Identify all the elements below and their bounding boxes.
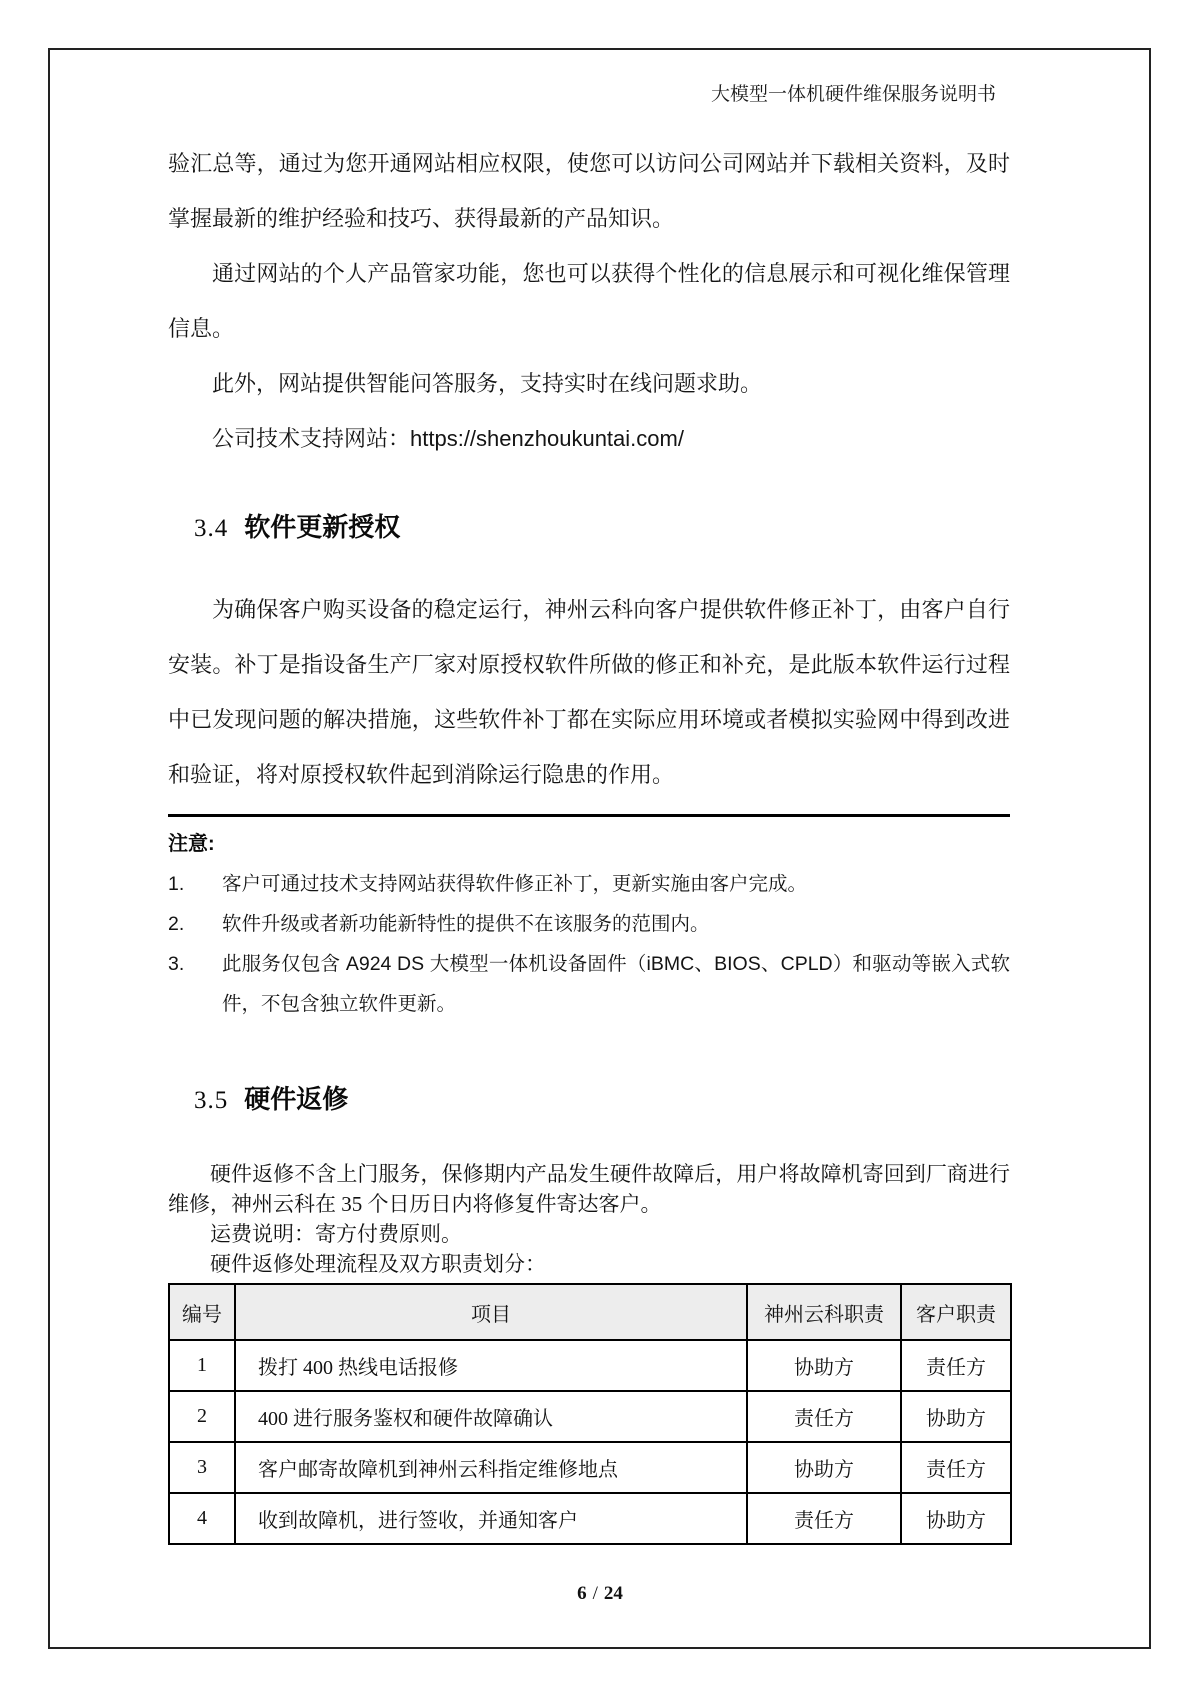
page-content xyxy=(168,0,1010,1545)
table-row xyxy=(169,1442,1011,1493)
table-cell-vendor-duty: 责任方 xyxy=(747,1493,901,1544)
table-cell-vendor-duty: 协助方 xyxy=(747,1442,901,1493)
support-site-label: 公司技术支持网站： xyxy=(212,426,411,451)
notice-item-text: 此服务仅包含 A924 DS 大模型一体机设备固件（iBMC、BIOS、CPLD）和驱动等嵌入式软件，不包含独立软件更新。 xyxy=(222,953,1010,1015)
notice-item xyxy=(168,944,1010,1024)
table-cell-customer-duty: 协助方 xyxy=(901,1493,1011,1544)
notice-item-number: 3. xyxy=(168,953,185,975)
section-3-4-number: 3.4 xyxy=(194,515,229,542)
support-site-url: https://shenzhoukuntai.com/ xyxy=(410,426,684,451)
document-header-title: 大模型一体机硬件维保服务说明书 xyxy=(710,84,996,105)
table-cell-item: 400 进行服务鉴权和硬件故障确认 xyxy=(235,1391,747,1442)
table-cell-id: 4 xyxy=(169,1493,235,1544)
page-number-total: 24 xyxy=(603,1583,623,1604)
table-row xyxy=(169,1493,1011,1544)
notice-item xyxy=(168,864,1010,904)
notice-item-number: 2. xyxy=(168,913,185,935)
table-cell-customer-duty: 协助方 xyxy=(901,1391,1011,1442)
table-cell-id: 3 xyxy=(169,1442,235,1493)
notice-label: 注意: xyxy=(168,833,215,855)
section-3-5-heading xyxy=(194,1077,1010,1123)
table-cell-id: 1 xyxy=(169,1340,235,1391)
section-3-5-paragraph-table-intro: 硬件返修处理流程及双方职责划分： xyxy=(210,1252,546,1276)
notice-item xyxy=(168,904,1010,944)
section-3-4-body: 为确保客户购买设备的稳定运行，神州云科向客户提供软件修正补丁，由客户自行安装。补丁是指设备生产厂家对原授权软件所做的修正和补充，是此版本软件运行过程中已发现问题的解决措施，这些软件补丁都在实际应用环境或者模拟实验网中得到改进和验证，将对原授权软件起到消除运行隐患的作用。 xyxy=(168,597,1010,787)
notice-divider-rule xyxy=(168,814,1010,817)
notice-item-number: 1. xyxy=(168,873,185,895)
responsibility-table xyxy=(168,1283,1012,1545)
section-3-5-number: 3.5 xyxy=(194,1087,229,1114)
table-cell-customer-duty: 责任方 xyxy=(901,1442,1011,1493)
intro-paragraph-support-site xyxy=(168,411,1010,466)
notice-item-text: 软件升级或者新功能新特性的提供不在该服务的范围内。 xyxy=(222,913,710,935)
notice-item-text: 客户可通过技术支持网站获得软件修正补丁，更新实施由客户完成。 xyxy=(222,873,808,895)
section-3-5-title: 硬件返修 xyxy=(244,1084,349,1114)
section-3-4-heading xyxy=(194,505,1010,551)
section-3-4-title: 软件更新授权 xyxy=(244,512,401,542)
table-cell-id: 2 xyxy=(169,1391,235,1442)
page-number-separator: / xyxy=(592,1583,598,1604)
notice-list xyxy=(168,864,1010,1024)
table-row xyxy=(169,1340,1011,1391)
section-3-5-paragraph-return-policy: 硬件返修不含上门服务，保修期内产品发生硬件故障后，用户将故障机寄回到厂商进行维修，神州云科在 35 个日历日内将修复件寄达客户。 xyxy=(168,1162,1010,1216)
section-3-5-paragraph-shipping: 运费说明：寄方付费原则。 xyxy=(210,1222,462,1246)
table-cell-vendor-duty: 责任方 xyxy=(747,1391,901,1442)
table-header-row xyxy=(169,1284,1011,1340)
page-number-current: 6 xyxy=(577,1583,587,1604)
page-number xyxy=(0,1583,1200,1605)
table-cell-item: 拨打 400 热线电话报修 xyxy=(235,1340,747,1391)
intro-paragraph-continued: 验汇总等，通过为您开通网站相应权限，使您可以访问公司网站并下载相关资料，及时掌握最新的维护经验和技巧、获得最新的产品知识。 xyxy=(168,151,1010,231)
table-header-customer-duty: 客户职责 xyxy=(901,1284,1011,1340)
table-cell-item: 客户邮寄故障机到神州云科指定维修地点 xyxy=(235,1442,747,1493)
table-cell-vendor-duty: 协助方 xyxy=(747,1340,901,1391)
intro-paragraph-product-manager: 通过网站的个人产品管家功能，您也可以获得个性化的信息展示和可视化维保管理信息。 xyxy=(168,261,1010,341)
table-header-item: 项目 xyxy=(235,1284,747,1340)
table-row xyxy=(169,1391,1011,1442)
table-cell-item: 收到故障机，进行签收，并通知客户 xyxy=(235,1493,747,1544)
table-cell-customer-duty: 责任方 xyxy=(901,1340,1011,1391)
intro-paragraph-qa-service: 此外，网站提供智能问答服务，支持实时在线问题求助。 xyxy=(212,371,763,396)
table-header-id: 编号 xyxy=(169,1284,235,1340)
table-header-vendor-duty: 神州云科职责 xyxy=(747,1284,901,1340)
